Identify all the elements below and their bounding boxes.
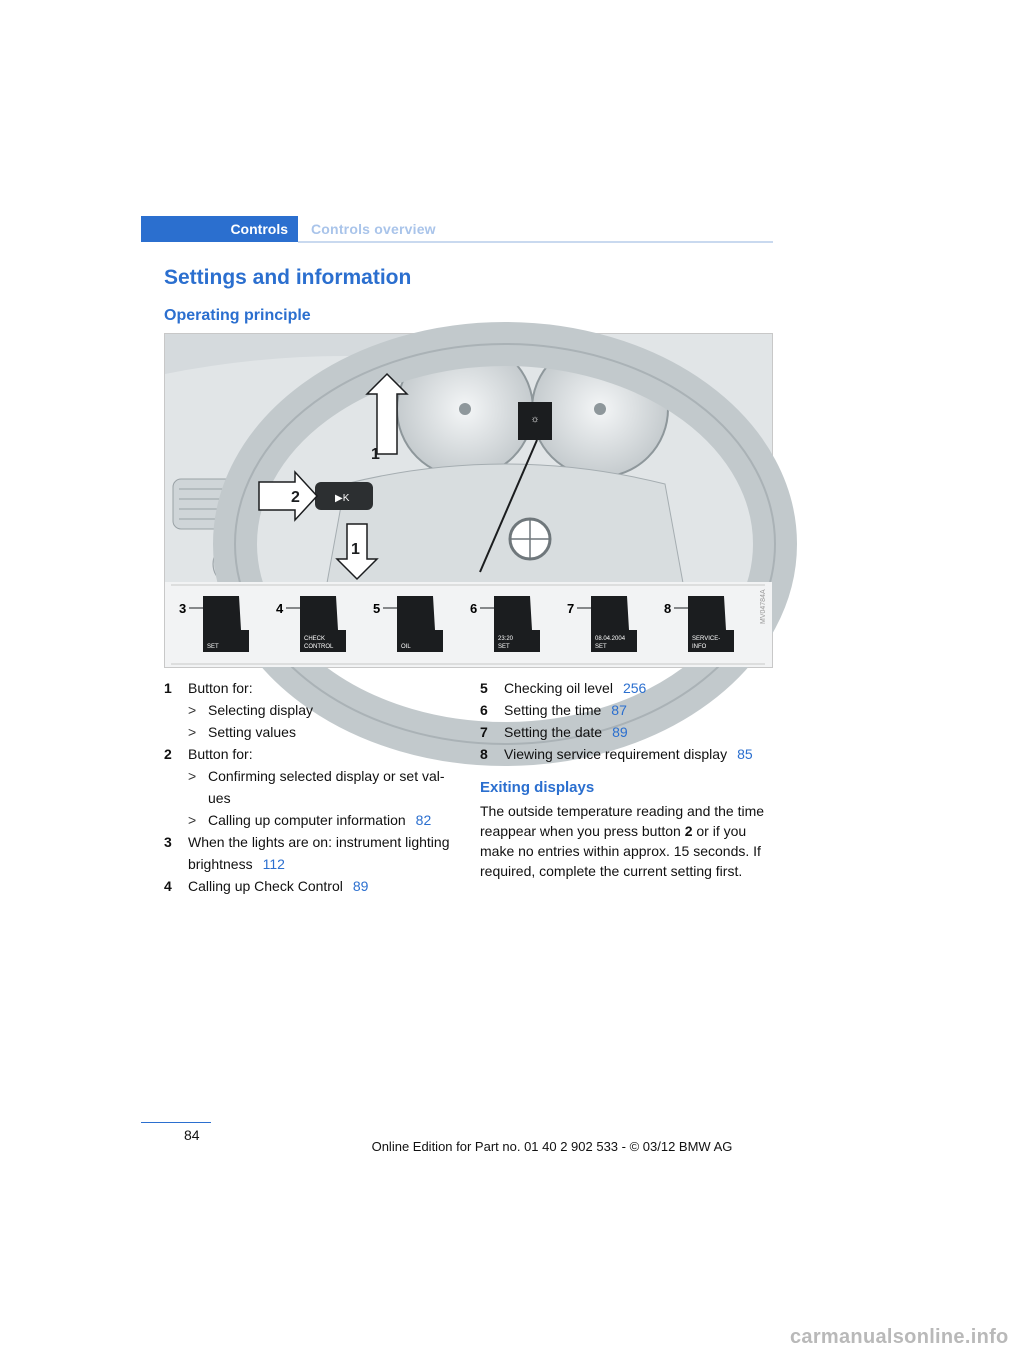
list-item <box>164 831 464 875</box>
left-column <box>164 677 464 897</box>
bullet-icon: > <box>188 724 197 740</box>
bullet-icon: > <box>188 768 197 784</box>
header-rule <box>298 241 773 243</box>
panel-number: 8 <box>664 601 672 616</box>
section-subtitle: Operating principle <box>164 307 311 324</box>
steering-wheel-figure <box>164 333 773 668</box>
figure-code: MV04784A <box>760 589 767 624</box>
panel-number: 5 <box>373 601 381 616</box>
page-ref-link[interactable]: 89 <box>352 878 369 894</box>
callout-2: 2 <box>291 489 300 506</box>
page-ref-link[interactable]: 89 <box>612 724 628 740</box>
panel-line-2: CONTROL <box>304 644 334 650</box>
exiting-bold: 2 <box>684 823 693 839</box>
panels-strip <box>165 582 772 667</box>
list-item <box>480 677 780 699</box>
item-number: 4 <box>164 878 172 894</box>
sub-item <box>164 809 464 831</box>
item-number: 1 <box>164 680 172 696</box>
panel-line-1: SERVICE- <box>692 636 721 642</box>
panel-line-2: SET <box>207 644 219 650</box>
right-item-list <box>480 677 780 765</box>
right-column <box>480 677 780 881</box>
list-item <box>480 699 780 721</box>
svg-text:☼: ☼ <box>530 414 540 425</box>
exiting-text-1: The outside temperature reading and the time reappear when you press button <box>480 803 765 839</box>
list-item <box>480 721 780 743</box>
watermark: carmanualsonline.info <box>790 1326 1009 1348</box>
panel-line-2: OIL <box>401 644 411 650</box>
item-text: Calling up Check Control <box>188 878 343 894</box>
callout-1-bottom: 1 <box>351 541 360 558</box>
figure-drawing <box>165 334 772 667</box>
header-section-label: Controls <box>230 221 288 237</box>
item-text: When the lights are on: instrument lighting brightness <box>188 834 450 872</box>
header-subsection: Controls overview <box>311 221 436 237</box>
sub-item <box>164 699 464 721</box>
page-ref-link[interactable]: 82 <box>415 812 432 828</box>
list-item <box>164 875 464 897</box>
list-item <box>164 743 464 765</box>
panel-line-1: 08.04.2004 <box>595 636 626 642</box>
item-number: 6 <box>480 702 488 718</box>
list-item <box>480 743 780 765</box>
panel-line-1: CHECK <box>304 636 326 642</box>
item-number: 2 <box>164 746 172 762</box>
sub-item <box>164 721 464 743</box>
panel-number: 7 <box>567 601 575 616</box>
item-text: Checking oil level <box>504 680 613 696</box>
item-number: 7 <box>480 724 488 740</box>
panel-number: 3 <box>179 601 187 616</box>
panel-number: 4 <box>276 601 284 616</box>
page-number-rule <box>141 1122 211 1123</box>
panel-line-2: SET <box>595 644 607 650</box>
page-number: 84 <box>184 1127 200 1143</box>
page-ref-link[interactable]: 85 <box>737 746 753 762</box>
sub-item-text: Confirming selected display or set val-ues <box>208 768 445 806</box>
sub-item <box>164 765 464 809</box>
sub-item-text: Setting values <box>208 724 296 740</box>
page-ref-link[interactable]: 256 <box>622 680 647 696</box>
page-ref-link[interactable]: 112 <box>262 856 285 872</box>
item-text: Button for: <box>188 746 253 762</box>
page-title: Settings and information <box>164 266 412 289</box>
header-section-tab <box>141 216 298 242</box>
sub-item-text: Selecting display <box>208 702 314 718</box>
footer-text: Online Edition for Part no. 01 40 2 902 533 - © 03/12 BMW AG <box>371 1139 733 1154</box>
exiting-heading: Exiting displays <box>480 779 595 796</box>
callout-1-top: 1 <box>371 446 380 463</box>
bullet-icon: > <box>188 812 197 828</box>
item-text: Setting the time <box>504 702 602 718</box>
item-text: Setting the date <box>504 724 603 740</box>
panel-line-1: 23:20 <box>498 636 514 642</box>
item-number: 5 <box>480 680 488 696</box>
panel-line-2: SET <box>498 644 510 650</box>
item-number: 8 <box>480 746 488 762</box>
list-item <box>164 677 464 699</box>
exiting-text-2: or if you make no entries within approx. 15 seconds. If required, complete the current setting first. <box>480 823 761 879</box>
sub-item-text: Calling up computer information <box>208 812 406 828</box>
svg-text:▶K: ▶K <box>335 493 350 504</box>
bullet-icon: > <box>188 702 197 718</box>
item-text: Viewing service requirement display <box>504 746 728 762</box>
item-text: Button for: <box>188 680 253 696</box>
panel-line-2: INFO <box>692 644 707 650</box>
page-ref-link[interactable]: 87 <box>611 702 627 718</box>
exiting-paragraph <box>480 801 780 881</box>
panel-number: 6 <box>470 601 478 616</box>
item-number: 3 <box>164 834 172 850</box>
